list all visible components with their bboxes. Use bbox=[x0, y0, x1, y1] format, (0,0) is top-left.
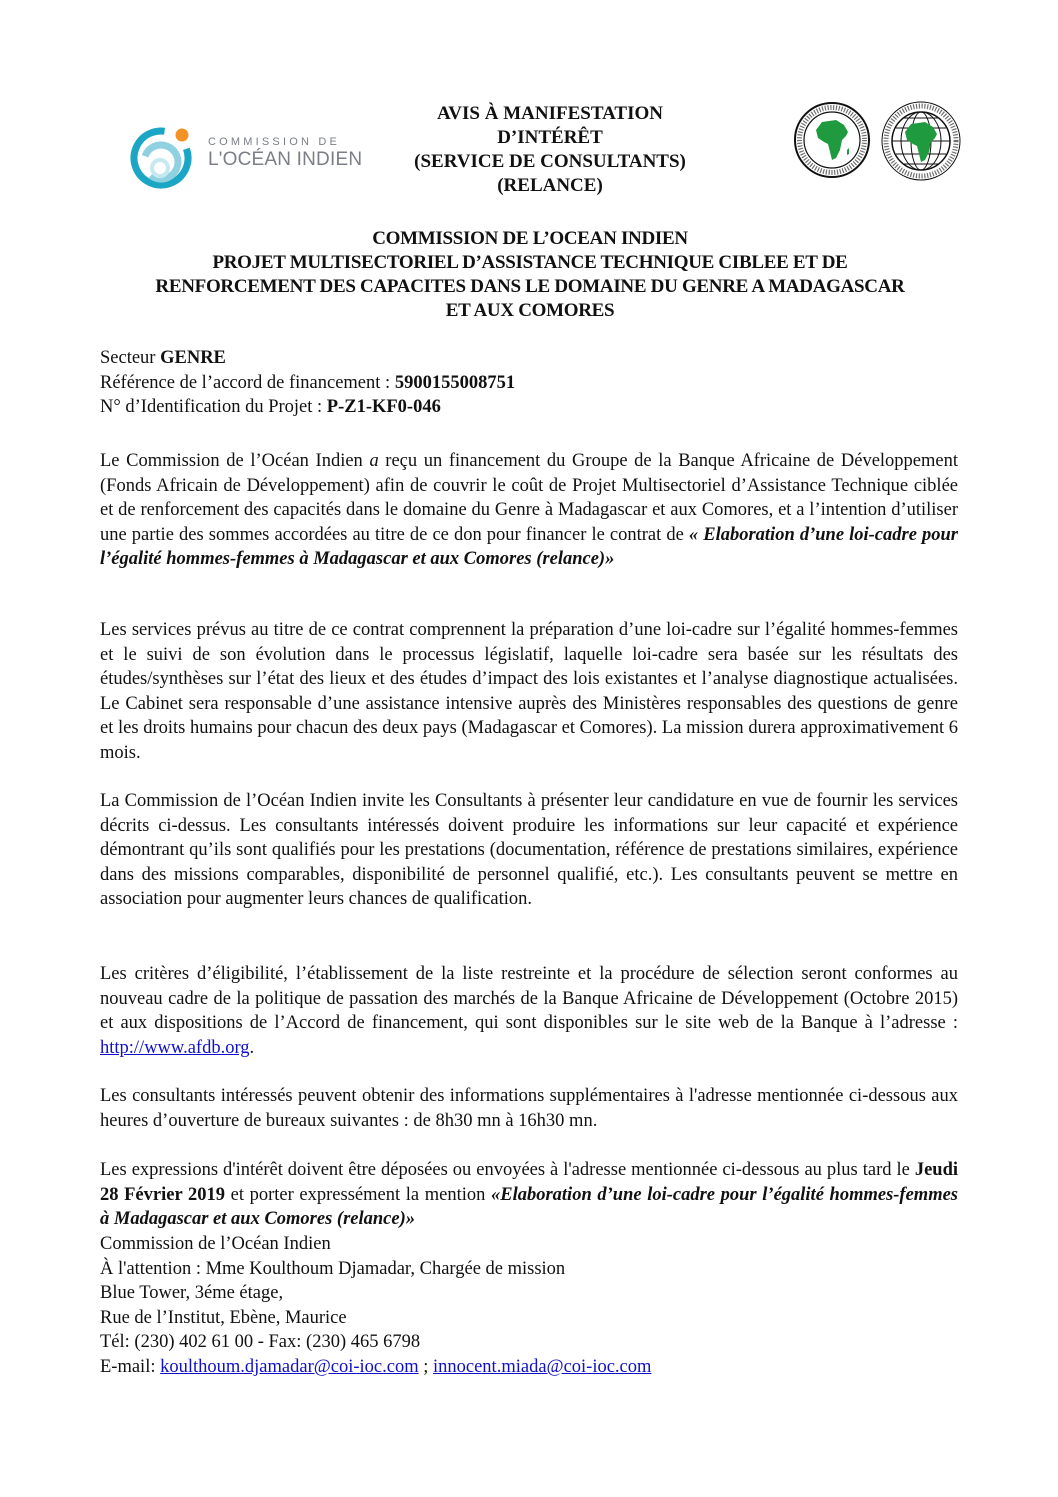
p2-text: Les services prévus au titre de ce contrat comprennent la préparation d’une loi-cadre sur l’égalité hommes-femmes et le suivi de son évolution dans le processus législatif, laquelle loi-cadre sera basée sur les résultats des études/synthèses sur l’état des lieux et des études d’impact des lois existantes et l’analyse diagnostique actualisées. Le Cabinet sera responsable d’une assistance intensive auprès des Ministères responsables des questions de genre et les droits humains pour chacun des deux pays (Madagascar et Comores). La mission durera approximativement 6 mois. bbox=[100, 620, 958, 763]
sector-label: Secteur bbox=[100, 348, 161, 368]
project-id-line bbox=[100, 395, 958, 420]
paragraph-services bbox=[100, 618, 958, 766]
project-title bbox=[90, 227, 970, 323]
subtitle-line: ET AUX COMORES bbox=[445, 300, 615, 321]
p4-text: Les critères d’éligibilité, l’établissement de la liste restreinte et la procédure de sélection seront conformes au nouveau cadre de la politique de passation des marchés de la Banque Africaine de Développement (Octobre 2015) et aux dispositions de l’Accord de financement, qui sont disponibles sur le site web de la Banque à l’adresse : bbox=[100, 964, 958, 1034]
coi-logo-line2: L'OCÉAN INDIEN bbox=[208, 149, 363, 170]
contact-street: Rue de l’Institut, Ebène, Maurice bbox=[100, 1307, 347, 1328]
contact-attention: À l'attention : Mme Koulthoum Djamadar, Chargée de mission bbox=[100, 1258, 566, 1279]
project-id-label: N° d’Identification du Projet : bbox=[100, 397, 327, 418]
p3-text: La Commission de l’Océan Indien invite les Consultants à présenter leur candidature en vue de fournir les services décrits ci-dessus. Les consultants intéressés doivent produire les informations sur leur capacité et expérience démontrant qu’ils sont qualifiés pour les prestations (documentation, référence de prestations similaires, expérience dans des missions comparables, disponibilité de personnel qualifié, etc.). Les consultants peuvent se mettre en association pour augmenter leurs chances de qualification. bbox=[100, 791, 958, 910]
paragraph-financing bbox=[100, 449, 958, 572]
p6-text-a: Les expressions d'intérêt doivent être déposées ou envoyées à l'adresse mentionnée ci-dessous au plus tard le bbox=[100, 1160, 915, 1180]
p5-text: Les consultants intéressés peuvent obtenir des informations supplémentaires à l'adresse mentionnée ci-dessous aux heures d’ouverture de bureaux suivantes : de 8h30 mn à 16h30 mn. bbox=[100, 1086, 958, 1131]
coi-logo-line1: COMMISSION DE bbox=[208, 136, 341, 148]
subtitle-line: PROJET MULTISECTORIEL D’ASSISTANCE TECHNIQUE CIBLEE ET DE bbox=[212, 252, 848, 273]
p1-text-a: Le Commission de l’Océan Indien bbox=[100, 451, 370, 471]
p1-text-italic: a bbox=[369, 451, 379, 471]
email-link-koulthoum[interactable]: koulthoum.djamadar@coi-ioc.com bbox=[160, 1356, 419, 1377]
financing-value: 5900155008751 bbox=[394, 372, 516, 393]
title-line: (SERVICE DE CONSULTANTS) bbox=[414, 151, 686, 172]
email-label: E-mail: bbox=[100, 1356, 161, 1377]
contact-email-line bbox=[100, 1355, 651, 1380]
subtitle-line: COMMISSION DE L’OCEAN INDIEN bbox=[372, 228, 688, 249]
project-id-value: P-Z1-KF0-046 bbox=[326, 397, 441, 418]
contact-organization: Commission de l’Océan Indien bbox=[100, 1234, 331, 1254]
title-line: D’INTÉRÊT bbox=[497, 127, 603, 148]
submission-deadline: Jeudi 28 Février 2019 bbox=[100, 1160, 958, 1205]
paragraph-submission bbox=[100, 1158, 958, 1232]
african-development-fund-globe-icon bbox=[880, 100, 962, 182]
title-line: (RELANCE) bbox=[497, 175, 603, 196]
afdb-website-link[interactable]: http://www.afdb.org bbox=[100, 1037, 250, 1058]
sector-line bbox=[100, 346, 958, 371]
p1-text-c: reçu un financement du Groupe de la Banque Africaine de Développement (Fonds Africain de Développement) afin de couvrir le coût de Projet Multisectoriel d’Assistance Technique ciblée et de renforcement des capacités dans le domaine du Genre à Madagascar et aux Comores, et a l’intention d’utiliser une partie des sommes accordées au titre de ce don pour financer le contrat de bbox=[100, 451, 958, 545]
sector-value: GENRE bbox=[160, 348, 226, 368]
email-link-innocent[interactable]: innocent.miada@coi-ioc.com bbox=[433, 1356, 652, 1377]
p1-contract-title: « Elaboration d’une loi-cadre pour l’égalité hommes-femmes à Madagascar et aux Comores (relance)» bbox=[100, 524, 958, 570]
paragraph-office-hours bbox=[100, 1084, 958, 1133]
p6-mention: «Elaboration d’une loi-cadre pour l’égalité hommes-femmes à Madagascar et aux Comores (relance)» bbox=[100, 1184, 958, 1230]
coi-logo bbox=[128, 122, 363, 182]
p6-text-b: et porter expressément la mention bbox=[224, 1184, 491, 1205]
contact-block bbox=[100, 1232, 651, 1380]
financing-label: Référence de l’accord de financement : bbox=[100, 372, 395, 393]
title-line: AVIS À MANIFESTATION bbox=[437, 103, 663, 124]
afdb-logos bbox=[792, 100, 967, 185]
paragraph-eligibility bbox=[100, 962, 958, 1060]
contact-building: Blue Tower, 3éme étage, bbox=[100, 1283, 284, 1304]
notice-title bbox=[400, 102, 700, 198]
reference-block bbox=[100, 346, 958, 420]
paragraph-invitation bbox=[100, 789, 958, 912]
subtitle-line: RENFORCEMENT DES CAPACITES DANS LE DOMAINE DU GENRE A MADAGASCAR bbox=[155, 276, 905, 297]
p4-end: . bbox=[249, 1037, 255, 1058]
financing-reference-line bbox=[100, 371, 958, 396]
email-separator: ; bbox=[418, 1356, 433, 1377]
african-development-bank-seal-icon bbox=[792, 100, 872, 180]
contact-phone-fax: Tél: (230) 402 61 00 - Fax: (230) 465 6798 bbox=[100, 1332, 421, 1353]
coi-logo-emblem-icon bbox=[128, 122, 198, 192]
